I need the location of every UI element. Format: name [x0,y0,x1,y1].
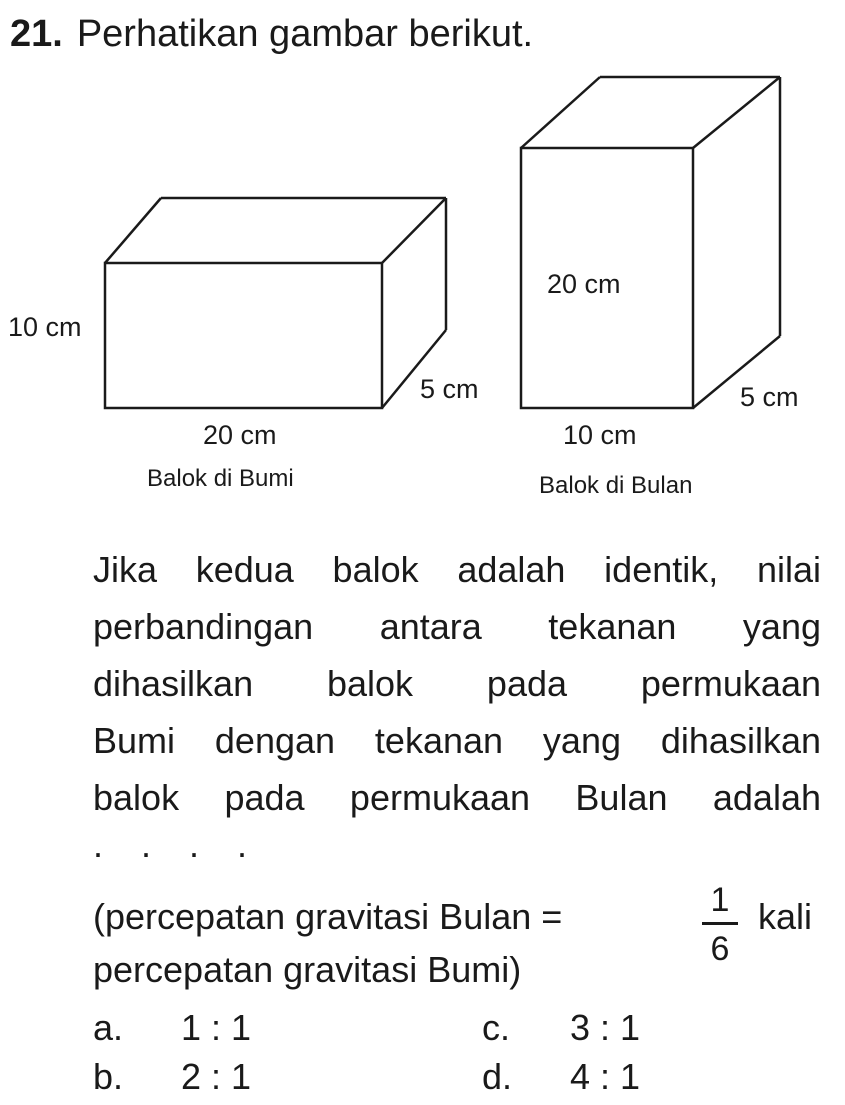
earth-block-top-right-edge [382,198,446,263]
moon-depth-label: 5 cm [740,382,799,412]
prompt-line-2: perbandingan antara tekanan yang [93,606,821,647]
option-b-letter: b. [93,1056,124,1097]
moon-block-top-right-edge [693,77,780,148]
option-b-value: 2 : 1 [181,1056,252,1097]
moon-height-label: 20 cm [547,269,621,299]
figure-blocks [0,0,845,520]
earth-block [105,198,446,408]
note-line-1-end: kali [758,896,813,937]
prompt-line-5: balok pada permukaan Bulan adalah [93,777,821,818]
question-title: Perhatikan gambar berikut. [76,13,534,55]
option-b[interactable] [93,1052,251,1102]
option-a[interactable] [93,1003,251,1053]
earth-width-label: 20 cm [203,420,277,450]
option-c[interactable] [482,1003,640,1053]
earth-block-top-left-edge [105,198,161,263]
fraction-bar [702,922,738,925]
moon-block-top-left-edge [521,77,600,148]
question-number: 21. [10,13,63,55]
prompt-line-1: Jika kedua balok adalah identik, nilai [93,549,821,590]
option-d[interactable] [482,1052,640,1102]
earth-depth-label: 5 cm [420,374,479,404]
fraction-numerator: 1 [710,881,730,919]
fraction-denominator: 6 [710,930,730,968]
earth-block-front-face [105,263,382,408]
prompt-ellipsis: . . . . [93,824,262,865]
note-line-2: percepatan gravitasi Bumi) [93,949,522,990]
option-c-value: 3 : 1 [570,1007,641,1048]
option-a-value: 1 : 1 [181,1007,252,1048]
note-line-1-start: (percepatan gravitasi Bulan = [93,896,563,937]
fraction-one-sixth [700,880,740,969]
prompt-line-4: Bumi dengan tekanan yang dihasilkan [93,720,821,761]
option-c-letter: c. [482,1007,511,1048]
moon-width-label: 10 cm [563,420,637,450]
earth-block-caption: Balok di Bumi [147,465,294,492]
moon-block-caption: Balok di Bulan [539,472,693,499]
option-d-letter: d. [482,1056,513,1097]
earth-height-label: 10 cm [8,312,82,342]
prompt-line-3: dihasilkan balok pada permukaan [93,663,821,704]
moon-block [521,77,780,408]
option-d-value: 4 : 1 [570,1056,641,1097]
option-a-letter: a. [93,1007,124,1048]
